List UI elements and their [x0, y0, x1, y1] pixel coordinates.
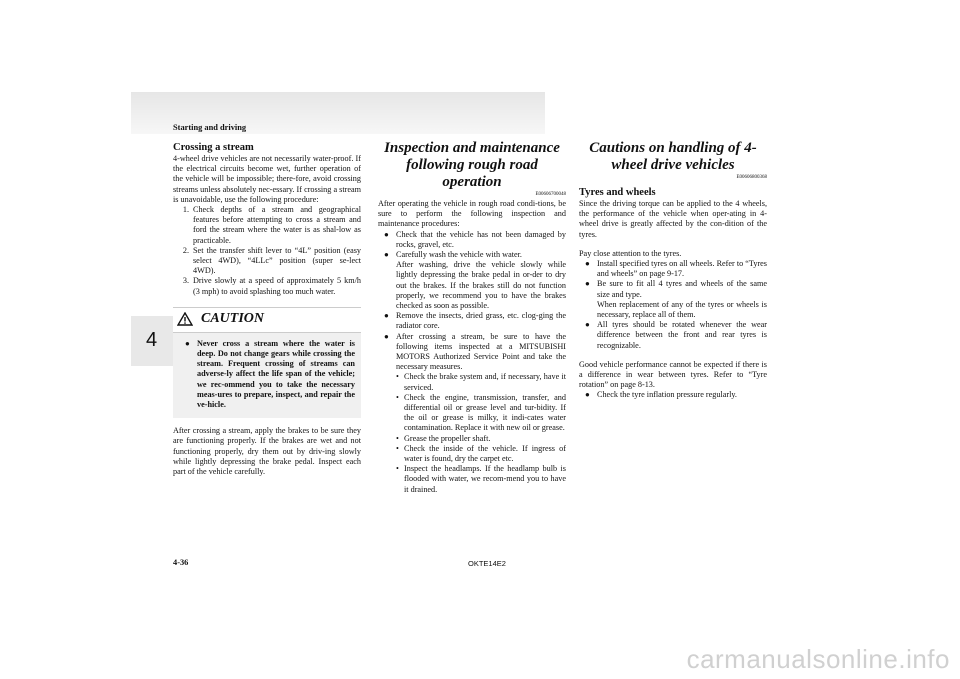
- subsection-title-tyres: Tyres and wheels: [579, 187, 656, 198]
- list-item: ● After crossing a stream, be sure to have the following items inspected at a MITSUBISHI MOTORS Authorized Service Point and take the necessary measures.: [384, 331, 566, 372]
- page-number: 4-36: [173, 558, 189, 567]
- list-item: ● All tyres should be rotated whenever the wear difference between the front and rear tyres is recognizable.: [585, 320, 767, 350]
- section-title-crossing-stream: Crossing a stream: [173, 142, 254, 153]
- bullet-icon: ●: [585, 279, 590, 289]
- after-crossing-text: After crossing a stream, apply the brakes to be sure they are functioning properly. If the brakes are wet and not functioning properly, dry them out by driv-ing slowly while lightly depressing the brake pedal. Inspect each part of the vehicle carefully.: [173, 426, 361, 477]
- procedure-list: [173, 205, 361, 297]
- list-item: ● Be sure to fit all 4 tyres and wheels of the same size and type. When replacement of any of the tyres or wheels is necessary, replace all of them.: [585, 279, 767, 320]
- good-performance-text: Good vehicle performance cannot be expected if there is a difference in wear between tyres. Refer to “Tyre rotation” on page 8-13.: [579, 359, 767, 390]
- caution-text: ● Never cross a stream where the water is deep. Do not change gears while crossing the stream. Frequent crossing of streams can adverse-ly affect the life span of the vehicle; we rec-ommend you to take the necessary meas-ures to prepare, inspect, and repair the ve-hicle.: [185, 338, 355, 410]
- list-item: 3. Drive slowly at a speed of approximately 5 km/h (3 mph) to avoid splashing too much water.: [182, 276, 361, 296]
- caution-title: CAUTION: [201, 310, 265, 326]
- list-item: ● Carefully wash the vehicle with water. After washing, drive the vehicle slowly while lightly depressing the brake pedal in or-der to dry out the brakes. If the brakes still do not function properly, we recommend you to have the brakes checked as soon as possible.: [384, 250, 566, 311]
- bullet-icon: ●: [384, 250, 389, 260]
- caution-header: [173, 308, 361, 333]
- bullet-icon: ●: [585, 259, 590, 269]
- bullet-icon: ●: [384, 311, 389, 321]
- inspection-intro: After operating the vehicle in rough road condi-tions, be sure to perform the following inspection and maintenance procedures:: [378, 199, 566, 229]
- chapter-number: 4: [146, 329, 158, 351]
- column-4wd-cautions: [579, 140, 767, 401]
- manual-code: OKTE14E2: [468, 559, 506, 568]
- sub-list-item: • Check the brake system and, if necessary, have it serviced.: [396, 372, 566, 392]
- section-title-4wd: Cautions on handling of 4-wheel drive vehicles: [589, 140, 757, 173]
- sub-list-item: • Grease the propeller shaft.: [396, 433, 491, 443]
- replace-note: When replacement of any of the tyres or wheels is necessary, replace all of them.: [597, 299, 767, 320]
- sub-list-item: • Check the engine, transmission, transfer, and differential oil or grease level and tur-bidity. If the oil or grease is milky, it indi-cates water contamination. Replace it with new oil or grease.: [396, 392, 566, 433]
- column-crossing-stream: [173, 140, 361, 477]
- list-item: ● Check the tyre inflation pressure regularly.: [585, 390, 737, 400]
- running-header: Starting and driving: [173, 123, 247, 132]
- list-item: ● Install specified tyres on all wheels. Refer to “Tyres and wheels” on page 9-17.: [585, 259, 767, 279]
- bullet-icon: ●: [585, 390, 590, 400]
- section-code: E00606800368: [736, 175, 767, 180]
- sub-list-item: • Inspect the headlamps. If the headlamp bulb is flooded with water, we recom-mend you to have it drained.: [396, 464, 566, 494]
- bullet-icon: ●: [384, 229, 389, 239]
- watermark-logo: carmanualsonline.info: [686, 644, 950, 674]
- list-item: ● Remove the insects, dried grass, etc. clog-ging the radiator core.: [384, 311, 566, 331]
- pay-attention-text: Pay close attention to the tyres.: [579, 248, 682, 258]
- crossing-intro: 4-wheel drive vehicles are not necessarily water-proof. If the electrical circuits become wet, further operation of the vehicle will be impossible; there-fore, avoid crossing streams unless absolutely nec-essary. If crossing a stream is unavoidable, use the following procedure:: [173, 154, 361, 204]
- list-item: ● Check that the vehicle has not been damaged by rocks, gravel, etc.: [384, 229, 566, 249]
- list-item: 1. Check depths of a stream and geographical features before attempting to cross a stream and ford the stream where the water is as shal-low as practicable.: [182, 205, 361, 245]
- caution-box: [173, 307, 361, 418]
- bullet-icon: ●: [585, 320, 590, 330]
- bullet-icon: ●: [384, 331, 389, 341]
- section-title-inspection: Inspection and maintenance following rough road operation: [384, 140, 560, 190]
- sub-list-item: • Check the inside of the vehicle. If ingress of water is found, dry the carpet etc.: [396, 443, 566, 464]
- column-inspection: [378, 140, 566, 495]
- wash-note: After washing, drive the vehicle slowly while lightly depressing the brake pedal in or-der to dry out the brakes. If the brakes still do not function properly, we recommend you to have the brakes checked as soon as possible.: [396, 260, 566, 311]
- warning-triangle-icon: [177, 312, 193, 326]
- section-code: E00606700048: [535, 192, 566, 197]
- list-item: 2. Set the transfer shift lever to “4L” position (easy select 4WD), “4LLc” position (super se-lect 4WD).: [182, 245, 361, 276]
- tyres-intro: Since the driving torque can be applied to the 4 wheels, the performance of the vehicle when oper-ating in 4-wheel drive is greatly affected by the con-dition of the tyres.: [579, 199, 767, 239]
- bullet-icon: ●: [185, 338, 190, 348]
